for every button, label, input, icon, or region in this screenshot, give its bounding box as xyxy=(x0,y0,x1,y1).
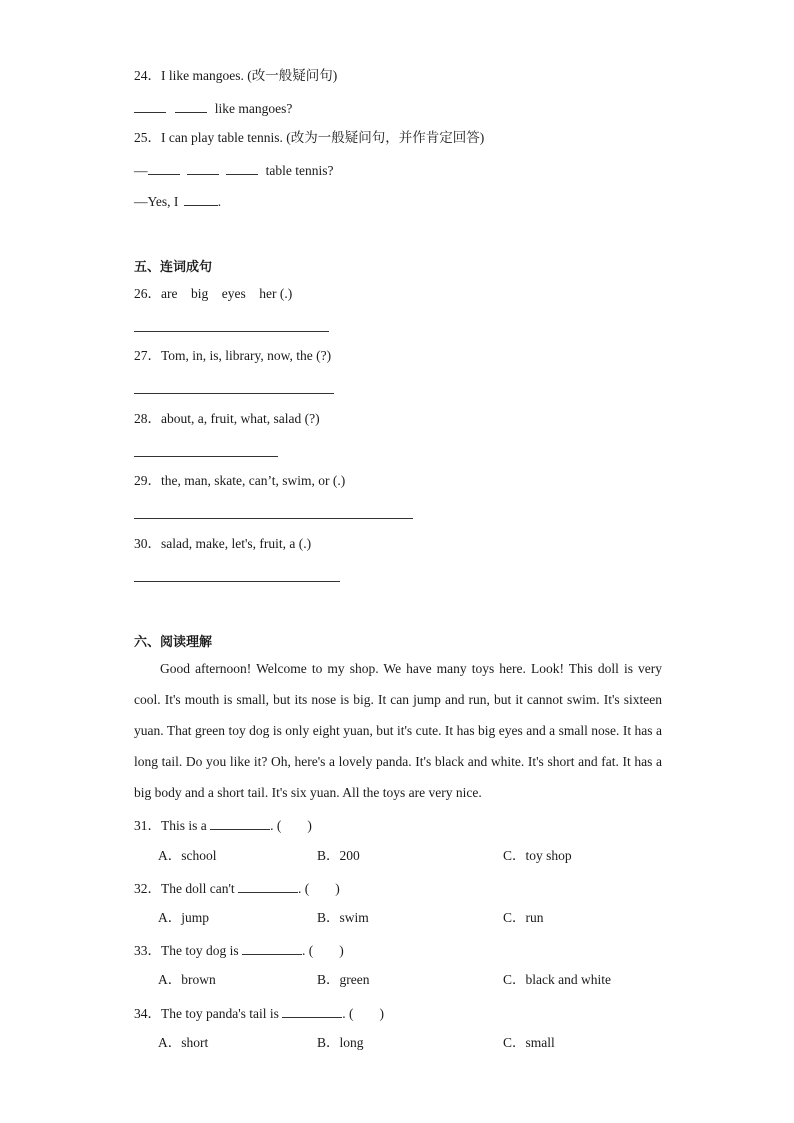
question-close: ) xyxy=(307,818,312,833)
option-text: short xyxy=(181,1035,209,1050)
option-text: run xyxy=(525,910,544,925)
question-number: 33． xyxy=(134,943,161,958)
option-b[interactable] xyxy=(317,1034,364,1052)
answer-tail: table tennis? xyxy=(265,163,334,178)
answer-tail: like mangoes? xyxy=(214,101,293,116)
question-close: ) xyxy=(335,881,340,896)
answer-blank[interactable] xyxy=(187,160,219,175)
question-number: 24． xyxy=(134,68,161,83)
question-end: . ( xyxy=(342,1006,354,1021)
question-32 xyxy=(134,878,340,898)
reading-passage xyxy=(134,653,662,808)
option-a[interactable] xyxy=(158,847,217,865)
section-title: 六、阅读理解 xyxy=(134,635,213,650)
option-text: toy shop xyxy=(525,848,572,863)
option-b[interactable] xyxy=(317,971,370,989)
question-end: . ( xyxy=(298,881,310,896)
answer-line[interactable] xyxy=(134,581,340,582)
option-b[interactable] xyxy=(317,909,369,927)
question-close: ) xyxy=(339,943,344,958)
question-29 xyxy=(134,472,345,490)
question-number: 25． xyxy=(134,130,161,145)
answer-line[interactable] xyxy=(134,393,334,394)
answer-line[interactable] xyxy=(134,518,413,519)
option-letter: A． xyxy=(158,848,182,863)
answer-line[interactable] xyxy=(134,331,329,332)
question-end: . ( xyxy=(270,818,282,833)
question-number: 30． xyxy=(134,536,161,551)
option-a[interactable] xyxy=(158,971,216,989)
option-c[interactable] xyxy=(503,971,611,989)
option-text: 200 xyxy=(339,848,360,863)
reply-end: . xyxy=(217,194,222,209)
question-number: 32． xyxy=(134,881,161,896)
option-letter: B． xyxy=(317,848,340,863)
question-number: 29． xyxy=(134,473,161,488)
option-text: green xyxy=(339,972,370,987)
answer-blank[interactable] xyxy=(282,1003,342,1018)
answer-blank[interactable] xyxy=(242,940,302,955)
answer-blank[interactable] xyxy=(184,191,218,206)
question-number: 31． xyxy=(134,818,161,833)
answer-line[interactable] xyxy=(134,456,278,457)
dash: — xyxy=(134,163,148,178)
option-letter: C． xyxy=(503,972,526,987)
option-b[interactable] xyxy=(317,847,360,865)
option-text: brown xyxy=(181,972,216,987)
question-31 xyxy=(134,815,312,835)
question-34 xyxy=(134,1003,384,1023)
question-25-reply-line xyxy=(134,191,221,211)
option-c[interactable] xyxy=(503,1034,555,1052)
option-text: black and white xyxy=(525,972,611,987)
option-text: swim xyxy=(339,910,369,925)
answer-blank[interactable] xyxy=(148,160,180,175)
answer-blank[interactable] xyxy=(226,160,258,175)
question-24-answer-line xyxy=(134,98,292,118)
question-text: I like mangoes. (改一般疑问句) xyxy=(161,68,338,83)
question-text: Tom, in, is, library, now, the (?) xyxy=(161,348,332,363)
question-number: 27． xyxy=(134,348,161,363)
question-stem: The doll can't xyxy=(161,881,235,896)
question-stem: The toy panda's tail is xyxy=(161,1006,279,1021)
option-text: jump xyxy=(181,910,210,925)
question-stem: The toy dog is xyxy=(161,943,239,958)
answer-blank[interactable] xyxy=(175,98,207,113)
question-33 xyxy=(134,940,344,960)
reply-head: —Yes, I xyxy=(134,194,179,209)
answer-blank[interactable] xyxy=(210,815,270,830)
question-close: ) xyxy=(379,1006,385,1021)
question-number: 28． xyxy=(134,411,161,426)
question-30 xyxy=(134,535,311,553)
option-a[interactable] xyxy=(158,909,209,927)
passage-text: Good afternoon! Welcome to my shop. We have many toys here. Look! This doll is very cool. It's mouth is small, but its nose is big. It can jump and run, but it cannot swim. It's sixteen yuan. That green toy dog is only eight yuan, but it's cute. It has big eyes and a small nose. It has a long tail. Do you like it? Oh, here's a lovely panda. It's black and white. It's short and fat. It has a big body and a short tail. It's six yuan. All the toys are very nice. xyxy=(134,661,662,800)
option-letter: B． xyxy=(317,1035,340,1050)
option-a[interactable] xyxy=(158,1034,208,1052)
option-letter: A． xyxy=(158,910,182,925)
option-text: long xyxy=(339,1035,364,1050)
option-text: school xyxy=(181,848,217,863)
question-end: . ( xyxy=(302,943,314,958)
section-title: 五、连词成句 xyxy=(134,260,213,275)
question-number: 26． xyxy=(134,286,161,301)
question-text: are big eyes her (.) xyxy=(161,286,293,301)
option-text: small xyxy=(525,1035,555,1050)
question-number: 34． xyxy=(134,1006,161,1021)
option-c[interactable] xyxy=(503,847,572,865)
option-letter: A． xyxy=(158,1035,182,1050)
question-24 xyxy=(134,67,337,85)
question-26 xyxy=(134,285,292,303)
question-25 xyxy=(134,129,484,147)
option-letter: B． xyxy=(317,972,340,987)
answer-blank[interactable] xyxy=(134,98,166,113)
option-letter: C． xyxy=(503,910,526,925)
option-letter: C． xyxy=(503,848,526,863)
question-text: I can play table tennis. (改为一般疑问句，并作肯定回答) xyxy=(161,130,485,145)
option-c[interactable] xyxy=(503,909,544,927)
question-text: about, a, fruit, what, salad (?) xyxy=(161,411,320,426)
question-25-answer-line xyxy=(134,160,333,180)
question-text: the, man, skate, can’t, swim, or (.) xyxy=(161,473,346,488)
option-letter: B． xyxy=(317,910,340,925)
answer-blank[interactable] xyxy=(238,878,298,893)
question-27 xyxy=(134,347,331,365)
question-28 xyxy=(134,410,320,428)
option-letter: A． xyxy=(158,972,182,987)
question-text: salad, make, let's, fruit, a (.) xyxy=(161,536,312,551)
question-stem: This is a xyxy=(161,818,207,833)
option-letter: C． xyxy=(503,1035,526,1050)
